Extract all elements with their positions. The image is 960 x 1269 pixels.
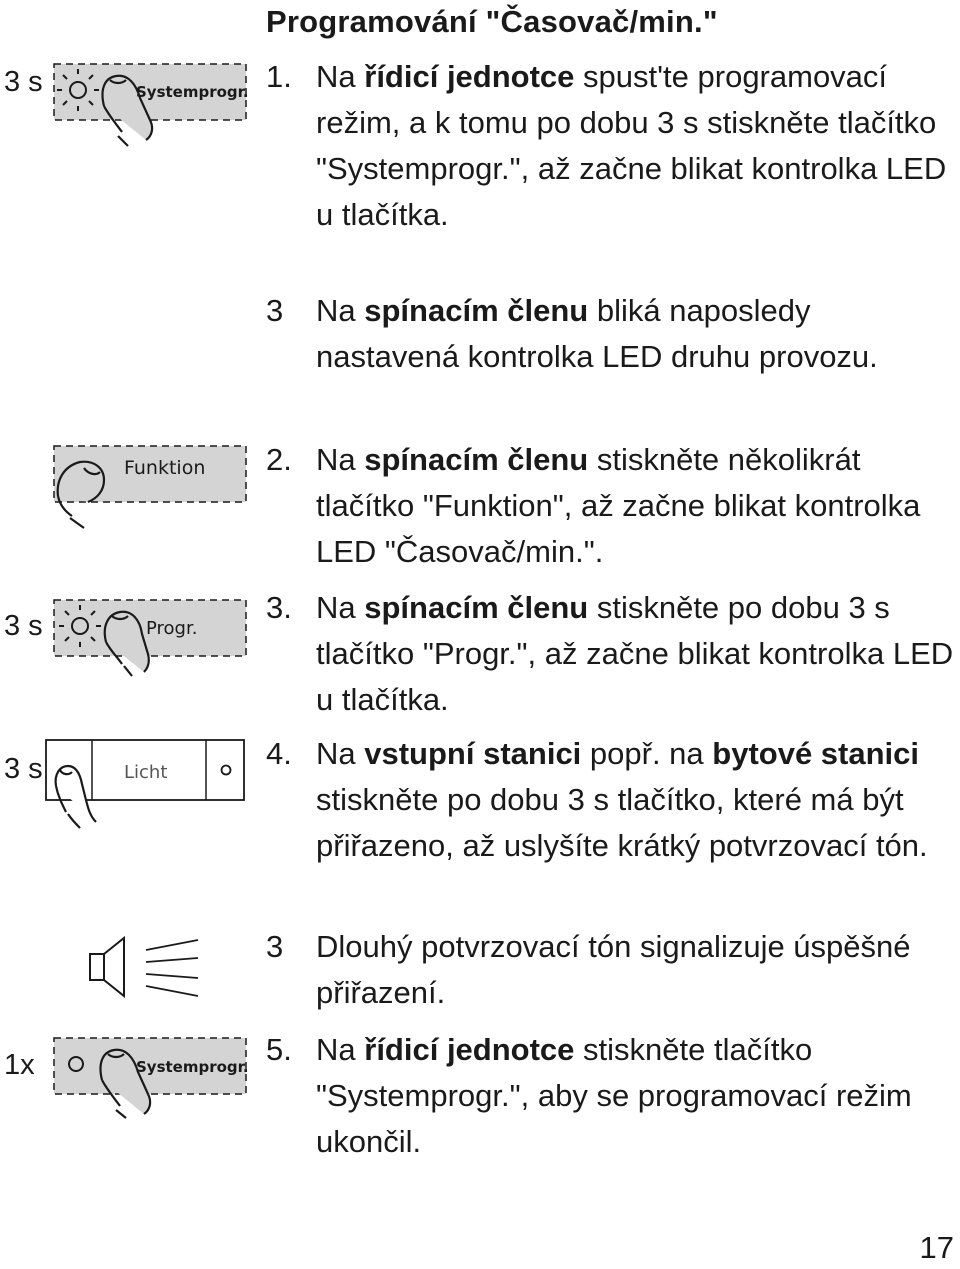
duration-label: 3 s <box>4 610 43 642</box>
step-text <box>316 731 956 869</box>
emphasis-text: bytové stanici <box>712 736 920 771</box>
step-1 <box>266 54 956 238</box>
step-text <box>316 288 956 380</box>
step-text <box>316 585 956 723</box>
speaker-icon <box>90 938 124 996</box>
step-number: 2. <box>266 442 292 477</box>
step-2 <box>266 437 956 575</box>
figure-systemprogr-hold <box>0 40 260 150</box>
emphasis-text: spínacím členu <box>364 293 589 328</box>
step-text <box>316 437 956 575</box>
duration-label: 3 s <box>4 66 43 98</box>
step-result-1 <box>266 288 956 380</box>
text-run: stiskněte po dobu 3 s tlačítko "Progr.", až začne blikat kontrolka LED u tlačítka. <box>316 590 954 717</box>
figure-speaker <box>0 930 260 1010</box>
text-run: popř. na <box>581 736 713 771</box>
page-number: 17 <box>919 1230 954 1265</box>
text-run: Dlouhý potvrzovací tón signalizuje úspěšné přiřazení. <box>316 929 911 1010</box>
progr-button-label: Progr. <box>146 618 198 639</box>
step-number: 3 <box>266 293 284 328</box>
text-run: stiskněte několikrát tlačítko "Funktion", až začne blikat kontrolka LED "Časovač/min.". <box>316 442 921 569</box>
duration-label: 3 s <box>4 753 43 785</box>
step-number: 5. <box>266 1032 292 1067</box>
figure-progr-hold <box>0 580 260 680</box>
emphasis-text: spínacím členu <box>364 442 589 477</box>
emphasis-text: řídicí jednotce <box>364 1032 575 1067</box>
duration-label: 1x <box>4 1049 35 1081</box>
text-run: stiskněte po dobu 3 s tlačítko, které má být přiřazeno, až uslyšíte krátký potvrzovací tón. <box>316 782 928 863</box>
step-3 <box>266 585 956 723</box>
systemprogr-button-label: Systemprogr. <box>136 1058 249 1076</box>
step-number: 1. <box>266 59 292 94</box>
emphasis-text: spínacím členu <box>364 590 589 625</box>
text-run: Na <box>316 442 365 477</box>
step-number: 3 <box>266 929 284 964</box>
pointing-finger-icon <box>58 462 104 528</box>
emphasis-text: řídicí jednotce <box>364 59 575 94</box>
figure-systemprogr-press <box>0 1022 260 1122</box>
step-text <box>316 924 956 1016</box>
text-run: spust'te programovací režim, a k tomu po dobu 3 s stiskněte tlačítko "Systemprogr.", až začne blikat kontrolka LED u tlačítka. <box>316 59 947 232</box>
step-result-2 <box>266 924 956 1016</box>
text-run: Na <box>316 59 365 94</box>
text-run: stiskněte tlačítko "Systemprogr.", aby se programovací režim ukončil. <box>316 1032 912 1159</box>
systemprogr-button-label: Systemprogr. <box>136 83 249 101</box>
text-run: Na <box>316 736 365 771</box>
step-5 <box>266 1027 956 1165</box>
emphasis-text: vstupní stanici <box>364 736 582 771</box>
text-run: bliká naposledy nastavená kontrolka LED druhu provozu. <box>316 293 878 374</box>
text-run: Na <box>316 293 365 328</box>
step-text <box>316 1027 956 1165</box>
step-4 <box>266 731 956 869</box>
step-number: 3. <box>266 590 292 625</box>
step-number: 4. <box>266 736 292 771</box>
page-title: Programování "Časovač/min." <box>266 4 718 39</box>
figure-licht-hold <box>0 726 260 836</box>
sound-waves-icon <box>146 940 198 996</box>
funktion-button-label: Funktion <box>124 457 206 479</box>
text-run: Na <box>316 1032 365 1067</box>
text-run: Na <box>316 590 365 625</box>
figure-funktion <box>0 432 260 532</box>
licht-button-label: Licht <box>124 762 168 783</box>
step-text <box>316 54 956 238</box>
